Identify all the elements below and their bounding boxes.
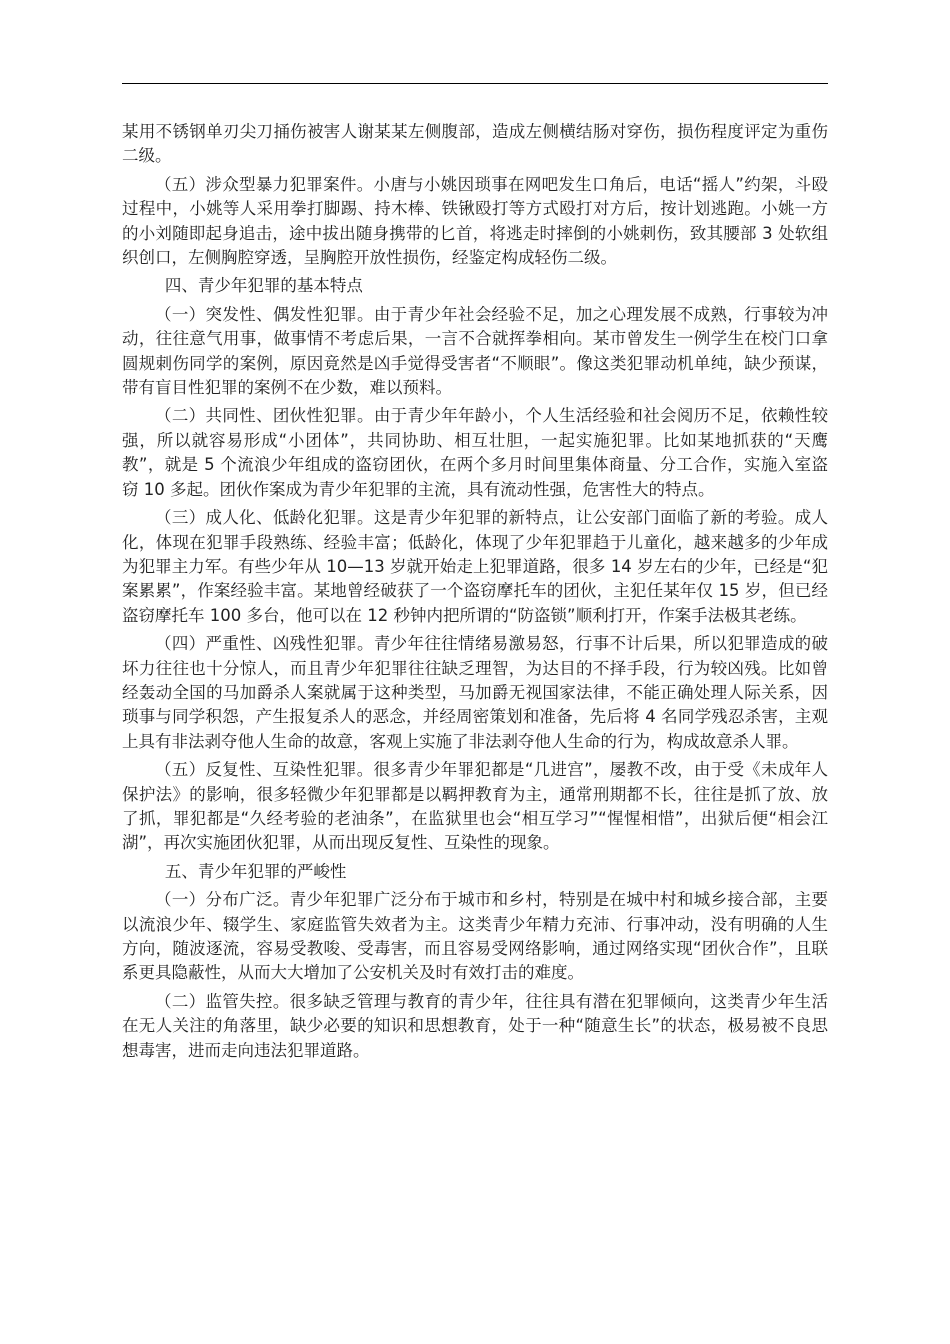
document-body	[122, 120, 828, 1067]
paragraph-severity-two: （二）监管失控。很多缺乏管理与教育的青少年，往往具有潜在犯罪倾向，这类青少年生活在无人关注的角落里，缺少必要的知识和思想教育，处于一种“随意生长”的状态，极易被不良思想毒害，进而走向违法犯罪道路。	[122, 991, 828, 1060]
paragraph-severity-one: （一）分布广泛。青少年犯罪广泛分布于城市和乡村，特别是在城中村和城乡接合部，主要以流浪少年、辍学生、家庭监管失效者为主。这类青少年精力充沛、行事冲动，没有明确的人生方向，随波逐流，容易受教唆、受毒害，而且容易受网络影响，通过网络实现“团伙合作”，且联系更具隐蔽性，从而大大增加了公安机关及时有效打击的难度。	[122, 890, 828, 983]
header-rule	[122, 83, 828, 84]
paragraph-feature-four: （四）严重性、凶残性犯罪。青少年往往情绪易激易怒，行事不计后果，所以犯罪造成的破坏力往往也十分惊人，而且青少年犯罪往往缺乏理智，为达目的不择手段，行为较凶残。比如曾经轰动全国的马加爵杀人案就属于这种类型，马加爵无视国家法律，不能正确处理人际关系，因琐事与同学积怨，产生报复杀人的恶念，并经周密策划和准备，先后将 4 名同学残忍杀害，主观上具有非法剥夺他人生命的故意，客观上实施了非法剥夺他人生命的行为，构成故意杀人罪。	[122, 634, 828, 751]
paragraph-feature-five: （五）反复性、互染性犯罪。很多青少年罪犯都是“几进宫”，屡教不改，由于受《未成年人保护法》的影响，很多轻微少年犯罪都是以羁押教育为主，通常刑期都不长，往往是抓了放、放了抓，罪犯都是“久经考验的老油条”，在监狱里也会“相互学习”“惺惺相惜”，出狱后便“相会江湖”，再次实施团伙犯罪，从而出现反复性、互染性的现象。	[122, 760, 828, 853]
paragraph-case-five: （五）涉众型暴力犯罪案件。小唐与小姚因琐事在网吧发生口角后，电话“摇人”约架，斗殴过程中，小姚等人采用拳打脚踢、持木棒、铁锹殴打等方式殴打对方后，按计划逃跑。小姚一方的小刘随即起身追击，途中拔出随身携带的匕首，将逃走时摔倒的小姚刺伤，致其腰部 3 处软组织创口，左侧胸腔穿透，呈胸腔开放性损伤，经鉴定构成轻伤二级。	[122, 174, 828, 268]
paragraph-continuation: 某用不锈钢单刃尖刀捅伤被害人谢某某左侧腹部，造成左侧横结肠对穿伤，损伤程度评定为重伤二级。	[122, 122, 828, 166]
section-heading-four: 四、青少年犯罪的基本特点	[164, 276, 363, 296]
section-heading-five: 五、青少年犯罪的严峻性	[164, 861, 347, 881]
paragraph-feature-two: （二）共同性、团伙性犯罪。由于青少年年龄小，个人生活经验和社会阅历不足，依赖性较强，所以就容易形成“小团体”，共同协助、相互壮胆，一起实施犯罪。比如某地抓获的“天鹰教”，就是 5 个流浪少年组成的盗窃团伙，在两个多月时间里集体商量、分工合作，实施入室盗窃 10 多起。团伙作案成为青少年犯罪的主流，具有流动性强，危害性大的特点。	[122, 406, 828, 499]
paragraph-feature-three: （三）成人化、低龄化犯罪。这是青少年犯罪的新特点，让公安部门面临了新的考验。成人化，体现在犯罪手段熟练、经验丰富；低龄化，体现了少年犯罪趋于儿童化，越来越多的少年成为犯罪主力军。有些少年从 10—13 岁就开始走上犯罪道路，很多 14 岁左右的少年，已经是“犯案累累”，作案经验丰富。某地曾经破获了一个盗窃摩托车的团伙，主犯任某年仅 15 岁，但已经盗窃摩托车 100 多台，他可以在 12 秒钟内把所谓的“防盗锁”顺利打开，作案手法极其老练。	[122, 508, 828, 625]
paragraph-feature-one: （一）突发性、偶发性犯罪。由于青少年社会经验不足，加之心理发展不成熟，行事较为冲动，往往意气用事，做事情不考虑后果，一言不合就挥拳相向。某市曾发生一例学生在校门口拿圆规刺伤同学的案例，原因竟然是凶手觉得受害者“不顺眼”。像这类犯罪动机单纯，缺少预谋，带有盲目性犯罪的案例不在少数，难以预料。	[122, 304, 828, 398]
